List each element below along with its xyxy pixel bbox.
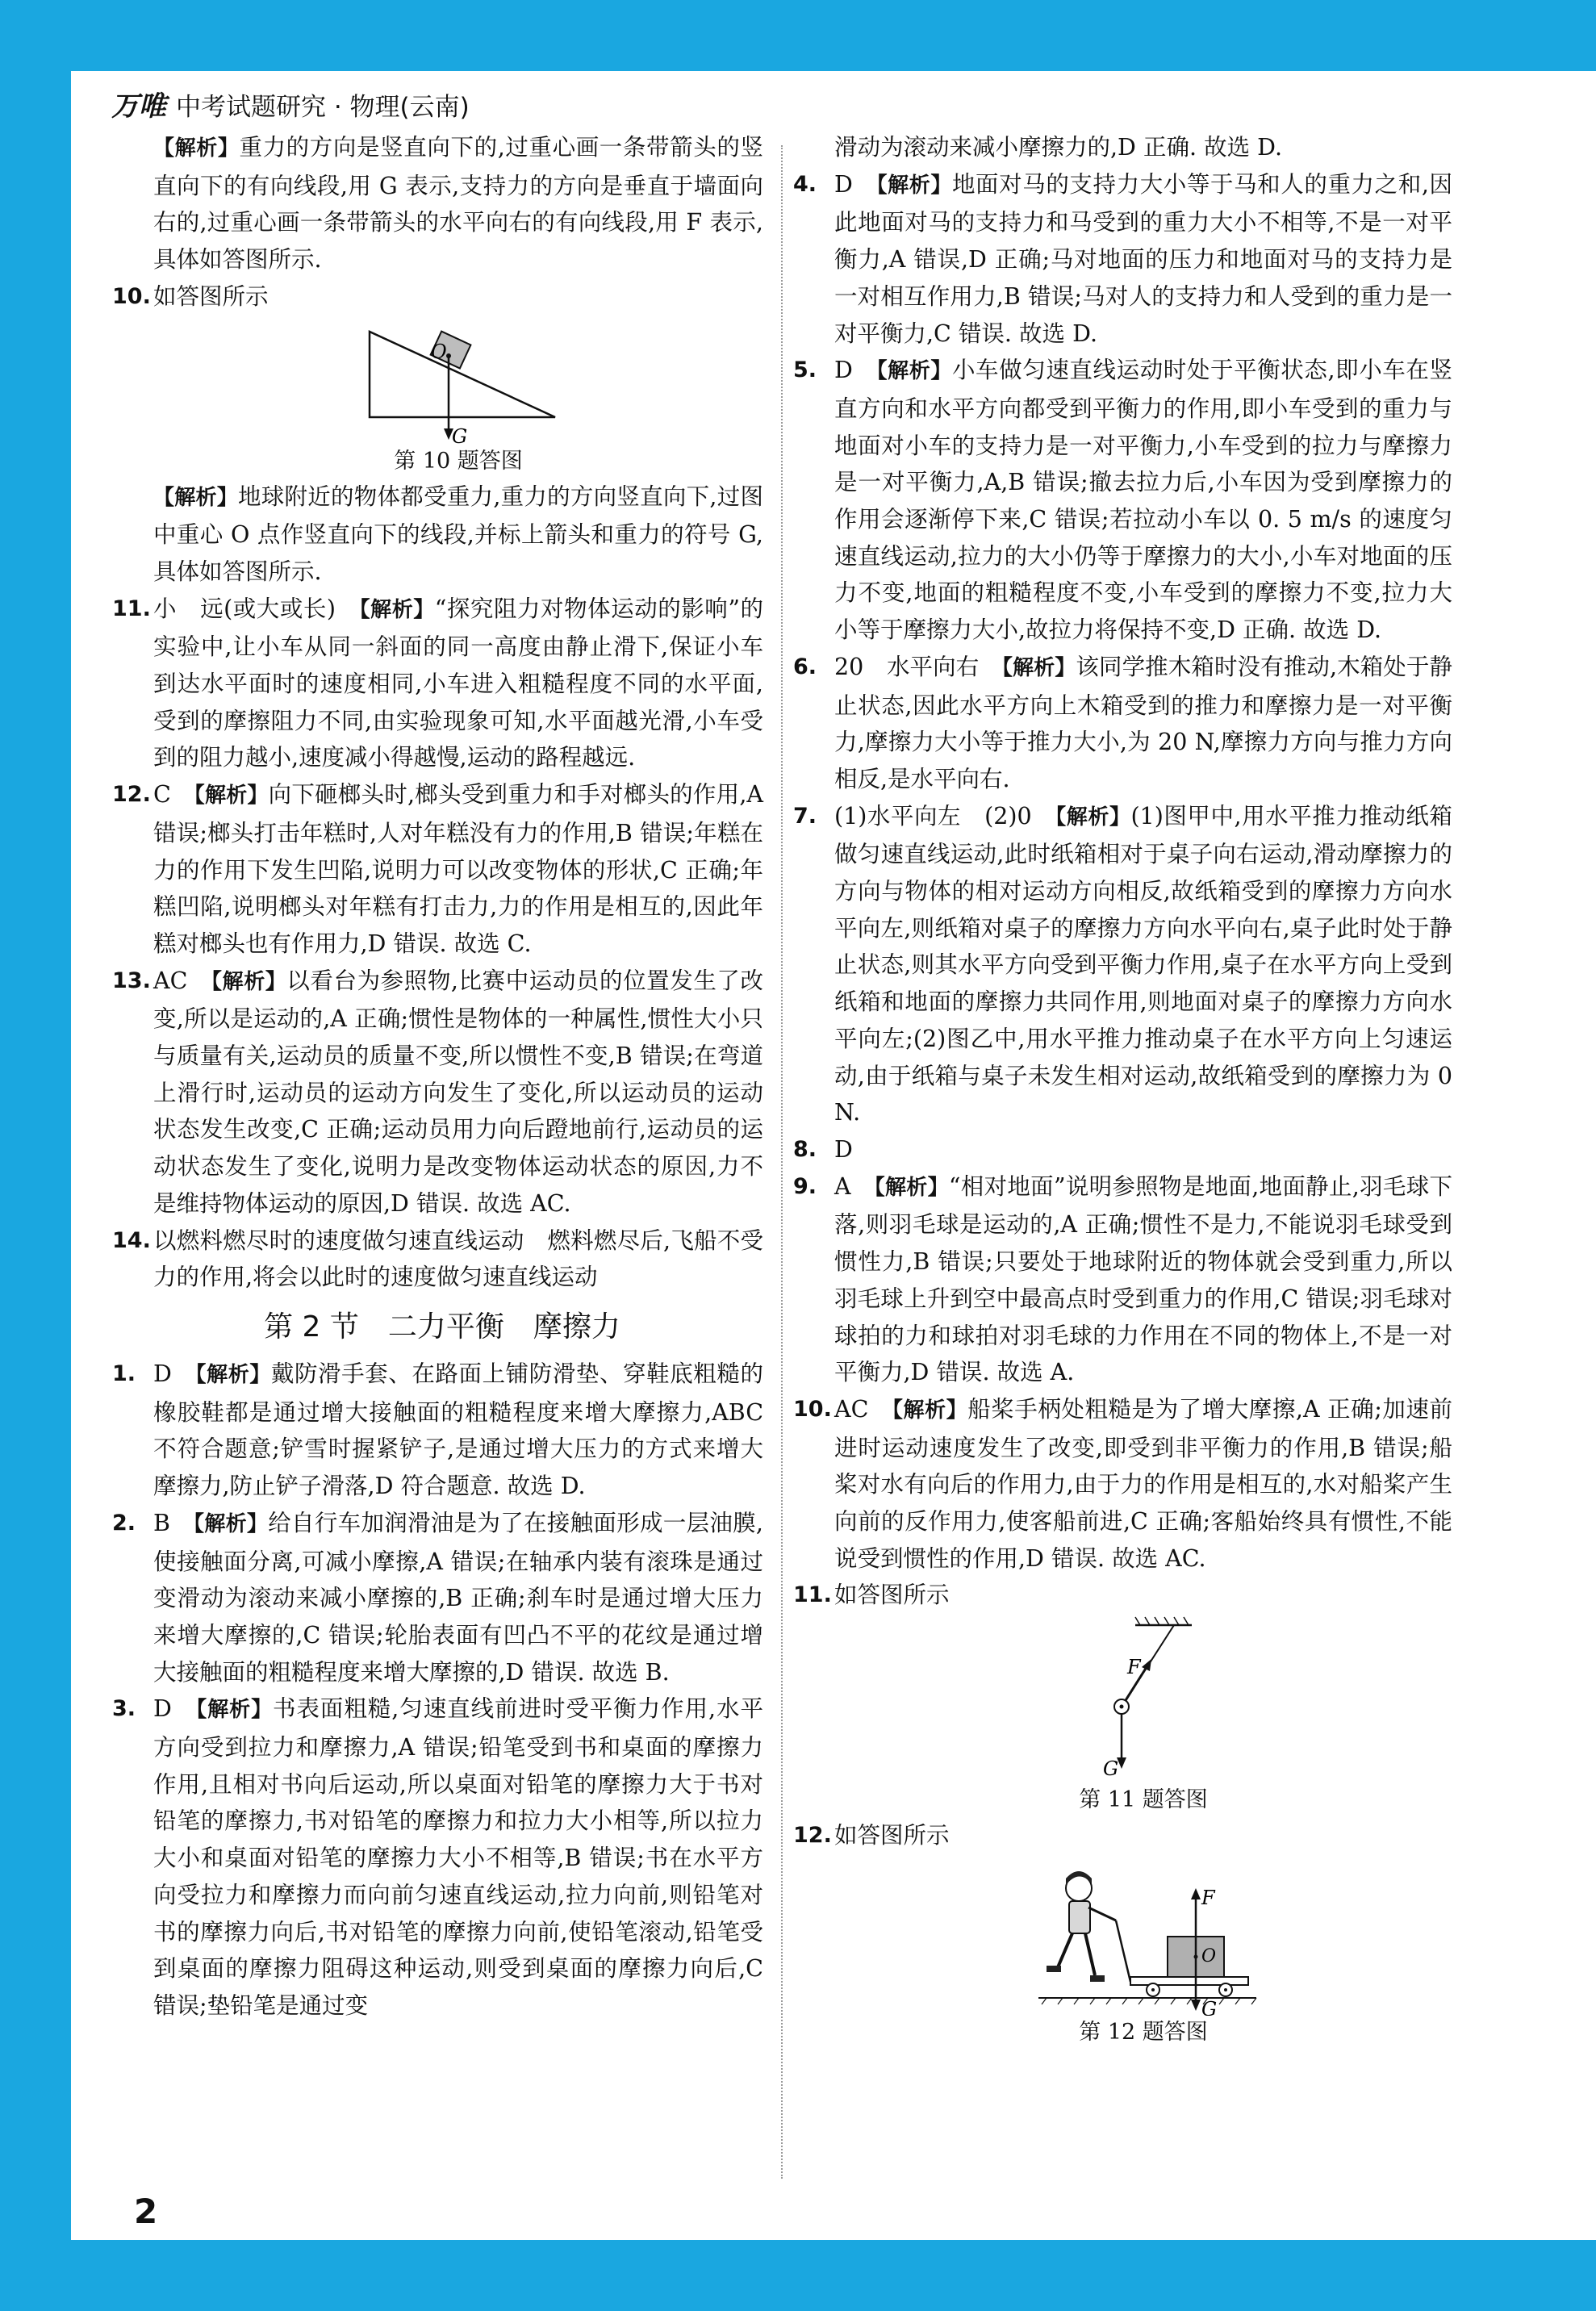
- answer-item-s2: 2. B 【解析】给自行车加润滑油是为了在接触面形成一层油膜,使接触面分离,可减小摩擦,A 错误;在轴承内装有滚珠是通过变滑动为滚动来减小摩擦的,B 正确;刹车时是通过增大压力来增大摩擦的,C 错误;轮胎表面有凹凸不平的花纹是通过增大接触面的粗糙程度来增大摩擦的,D 错误. 故选 B.: [112, 1509, 763, 1686]
- figure-10: [121, 316, 763, 445]
- answer-item-s7: 7. (1)水平向左 (2)0 【解析】(1)图甲中,用水平推力推动纸箱做匀速直线运动,此时纸箱相对于桌子向右运动,滑动摩擦力的方向与物体的相对运动方向相反,故纸箱受到的摩擦力方向水平向左,则纸箱对桌子的摩擦力方向水平向右,桌子此时处于静止状态,则其水平方向受到平衡力作用,桌子在水平方向上受到纸箱和地面的摩擦力共同作用,则地面对桌子的摩擦力方向水平向左;(2)图乙中,用水平推力推动桌子在水平方向上匀速运动,由于纸箱与桌子未发生相对运动,故纸箱受到的摩擦力为 0 N.: [793, 802, 1452, 1126]
- figure-10-caption: 第 10 题答图: [394, 448, 523, 474]
- section-title: 第 2 节 二力平衡 摩擦力: [264, 1310, 620, 1344]
- figure-11: [802, 1614, 1452, 1783]
- analysis-tag: 【解析】: [153, 136, 240, 161]
- answer-item-s11: 11. 如答图所示: [793, 1582, 950, 1609]
- answer-item-10: 10. 如答图所示: [112, 282, 269, 310]
- answer-item-11: 11. 小 远(或大或长) 【解析】“探究阻力对物体运动的影响”的实验中,让小车从同一斜面的同一高度由静止滑下,保证小车到达水平面时的速度相同,小车进入粗糙程度不同的水平面,受到的摩擦阻力不同,由实验现象可知,水平面越光滑,小车受到的阻力越小,速度减小得越慢,运动的路程越远.: [112, 595, 763, 771]
- fig10-label-g: G: [452, 424, 468, 445]
- fig12-label-g: G: [1201, 1997, 1218, 2016]
- brand-logo: 万唯: [111, 90, 166, 123]
- answer-item-s10: 10. AC 【解析】船桨手柄处粗糙是为了增大摩擦,A 正确;加速前进时运动速度发生了改变,即受到非平衡力的作用,B 错误;船桨对水有向后的作用力,由于力的作用是相互的,水对船桨产生向前的反作用力,使客船前进,C 正确;客船始终具有惯性,不能说受到惯性的作用,D 错误. 故选 AC.: [793, 1395, 1452, 1572]
- answer-continuation: 滑动为滚动来减小摩擦力的,D 正确. 故选 D.: [834, 134, 1283, 161]
- answer-item-s4: 4. D 【解析】地面对马的支持力大小等于马和人的重力之和,因此地面对马的支持力和马受到的重力大小不相等,不是一对平衡力,A 错误,D 正确;马对地面的压力和地面对马的支持力是一对相互作用力,B 错误;马对人的支持力和人受到的重力是一对平衡力,C 错误. 故选 D.: [793, 170, 1452, 347]
- answer-item-s9: 9. A 【解析】“相对地面”说明参照物是地面,地面静止,羽毛球下落,则羽毛球是运动的,A 正确;惯性不是力,不能说羽毛球受到惯性力,B 错误;只要处于地球附近的物体就会受到重力,所以羽毛球上升到空中最高点时受到重力的作用,C 错误;羽毛球对球拍的力和球拍对羽毛球的力作用在不同的物体上,不是一对平衡力,D 错误. 故选 A.: [793, 1172, 1452, 1386]
- left-column: [112, 129, 763, 2025]
- answer-paragraph: 【解析】重力的方向是竖直向下的,过重心画一条带箭头的竖直向下的有向线段,用 G 表示,支持力的方向是垂直于墙面向右的,过重心画一条带箭头的水平向右的有向线段,用 F 表示,具体如答图所示.: [153, 134, 763, 274]
- answer-item-s1: 1. D 【解析】戴防滑手套、在路面上铺防滑垫、穿鞋底粗糙的橡胶鞋都是通过增大接触面的粗糙程度来增大摩擦力,ABC 不符合题意;铲雪时握紧铲子,是通过增大压力的方式来增大摩擦力,防止铲子滑落,D 符合题意. 故选 D.: [112, 1360, 763, 1500]
- answer-item-s12: 12. 如答图所示: [793, 1822, 950, 1849]
- figure-11-caption: 第 11 题答图: [1079, 1787, 1208, 1813]
- fig10-label-o: O: [431, 340, 447, 363]
- fig11-label-f: F: [1127, 1656, 1141, 1679]
- answer-item-s8: 8. D: [793, 1135, 853, 1163]
- fig12-label-o: O: [1201, 1945, 1217, 1966]
- answer-item-12: 12. C 【解析】向下砸榔头时,榔头受到重力和手对榔头的作用,A 错误;榔头打击年糕时,人对年糕没有力的作用,B 错误;年糕在力的作用下发生凹陷,说明力可以改变物体的形状,C 正确;年糕凹陷,说明榔头对年糕有打击力,力的作用是相互的,因此年糕对榔头也有作用力,D 错误. 故选 C.: [112, 781, 763, 957]
- book-title: 中考试题研究 · 物理(云南): [176, 93, 470, 122]
- answer-item-s5: 5. D 【解析】小车做匀速直线运动时处于平衡状态,即小车在竖直方向和水平方向都受到平衡力的作用,即小车受到的重力与地面对小车的支持力是一对平衡力,小车受到的拉力与摩擦力是一对平衡力,A,B 错误;撤去拉力后,小车因为受到摩擦力的作用会逐渐停下来,C 错误;若拉动小车以 0. 5 m/s 的速度匀速直线运动,拉力的大小仍等于摩擦力的大小,小车对地面的压力不变,地面的粗糙程度不变,小车受到的摩擦力不变,拉力大小等于摩擦力大小,故拉力将保持不变,D 正确. 故选 D.: [793, 357, 1452, 644]
- pendulum-diagram: [1079, 1614, 1208, 1783]
- answer-item-s6: 6. 20 水平向右 【解析】该同学推木箱时没有推动,木箱处于静止状态,因此水平方向上木箱受到的推力和摩擦力是一对平衡力,摩擦力大小等于推力大小,为 20 N,摩擦力方向与推力方向相反,是水平向右.: [793, 653, 1453, 792]
- answer-item-14: 14. 以燃料燃尽时的速度做匀速直线运动 燃料燃尽后,飞船不受力的作用,将会以此时的速度做匀速直线运动: [112, 1227, 763, 1291]
- incline-diagram: [353, 316, 563, 445]
- cart-diagram: [1022, 1854, 1264, 2016]
- column-divider: [781, 145, 783, 2179]
- fig12-label-f: F: [1201, 1886, 1215, 1909]
- figure-12-caption: 第 12 题答图: [1079, 2019, 1208, 2045]
- page-number: 2: [134, 2192, 158, 2231]
- figure-12: [802, 1854, 1452, 2016]
- answer-paragraph: 【解析】地球附近的物体都受重力,重力的方向竖直向下,过图中重心 O 点作竖直向下的线段,并标上箭头和重力的符号 G,具体如答图所示.: [153, 483, 763, 585]
- right-column: [793, 129, 1453, 2050]
- fig11-label-g: G: [1103, 1757, 1119, 1781]
- answer-item-13: 13. AC 【解析】以看台为参照物,比赛中运动员的位置发生了改变,所以是运动的,A 正确;惯性是物体的一种属性,惯性大小只与质量有关,运动员的质量不变,所以惯性不变,B 错误;在弯道上滑行时,运动员的运动方向发生了变化,所以运动员的运动状态发生改变,C 正确;运动员用力向后蹬地前行,运动员的运动状态发生了变化,说明力是改变物体运动状态的原因,力不是维持物体运动的原因,D 错误. 故选 AC.: [112, 967, 763, 1217]
- answer-item-s3: 3. D 【解析】书表面粗糙,匀速直线前进时受平衡力作用,水平方向受到拉力和摩擦力,A 错误;铅笔受到书和桌面的摩擦力作用,且相对书向后运动,所以桌面对铅笔的摩擦力大于书对铅笔的摩擦力,书对铅笔的摩擦力和拉力大小相等,所以拉力大小和桌面对铅笔的摩擦力大小不相等,B 错误;书在水平方向受拉力和摩擦力而向前匀速直线运动,拉力向前,则铅笔对书的摩擦力向后,书对铅笔的摩擦力向前,使铅笔滚动,铅笔受到桌面的摩擦力阻碍这种运动,则受到桌面的摩擦力向后,C 错误;垫铅笔是通过变: [112, 1695, 763, 2019]
- page-header: [111, 84, 470, 123]
